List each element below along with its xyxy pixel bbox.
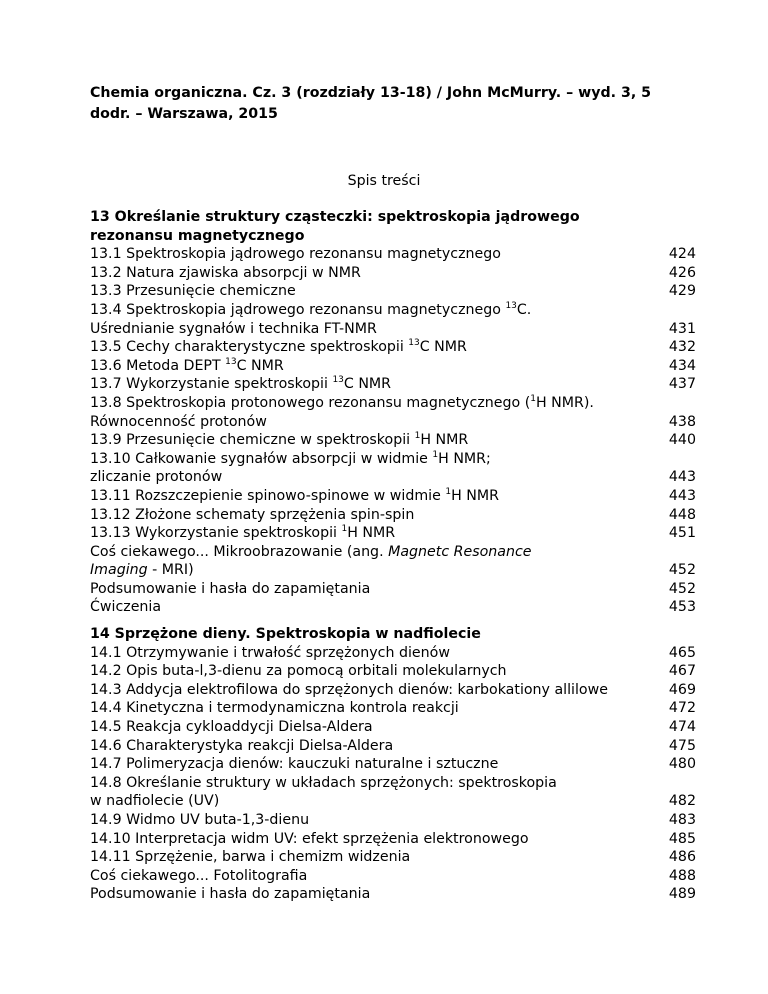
toc-page-number: 424 xyxy=(668,246,696,263)
toc-entry-text: C NMR xyxy=(343,376,392,393)
toc-entry xyxy=(90,830,696,849)
toc-entry-text: Coś ciekawego... Fotolitografia xyxy=(90,867,308,884)
isotope-superscript: 1 xyxy=(414,431,421,442)
toc-entry xyxy=(90,885,696,904)
isotope-superscript: 1 xyxy=(432,449,439,460)
toc-entry-cont xyxy=(90,413,696,432)
isotope-superscript: 1 xyxy=(341,524,348,535)
chapter-heading: 14 Sprzężone dieny. Spektroskopia w nadfiolecie xyxy=(90,626,481,642)
toc-entry xyxy=(90,450,696,469)
toc-entry-text: 13.13 Wykorzystanie spektroskopii xyxy=(90,525,342,542)
toc-page-number: 432 xyxy=(668,339,696,356)
toc-page-number: 429 xyxy=(668,283,696,300)
toc-entry-text: Coś ciekawego... Mikroobrazowanie (ang. xyxy=(90,543,389,560)
toc-entry xyxy=(90,662,696,681)
toc-entry-text: 14.10 Interpretacja widm UV: efekt sprzężenia elektronowego xyxy=(90,830,529,847)
toc-entry-cont xyxy=(90,468,696,487)
toc-entry-text: C NMR xyxy=(236,357,284,374)
toc-entry-text: 13.6 Metoda DEPT xyxy=(90,357,226,374)
toc-entry xyxy=(90,357,696,376)
toc-entry-text: 13.2 Natura zjawiska absorpcji w NMR xyxy=(90,264,361,281)
toc-entry-italic: Magnetc Resonance xyxy=(388,543,532,560)
toc-entry-text: C NMR xyxy=(419,339,467,356)
toc-page-number: 472 xyxy=(668,700,696,717)
toc-page-number: 483 xyxy=(668,811,696,828)
toc-entry xyxy=(90,394,696,413)
toc-entry-cont xyxy=(90,320,696,339)
toc-entry xyxy=(90,644,696,663)
toc-entry-text: w nadfiolecie (UV) xyxy=(90,793,220,810)
toc-entry-text: 14.11 Sprzężenie, barwa i chemizm widzenia xyxy=(90,849,411,866)
toc-entry-text: 14.4 Kinetyczna i termodynamiczna kontrola reakcji xyxy=(90,700,459,717)
isotope-superscript: 13 xyxy=(225,356,237,367)
isotope-superscript: 1 xyxy=(445,486,452,497)
toc-entry-text: H NMR). xyxy=(535,394,594,411)
toc-entry-text: 14.8 Określanie struktury w układach sprzężonych: spektroskopia xyxy=(90,774,557,791)
toc-page-number: 448 xyxy=(668,506,696,523)
toc-entry-text: H NMR; xyxy=(438,450,491,467)
toc-entry-text: zliczanie protonów xyxy=(90,469,223,486)
toc-page-number: 475 xyxy=(668,737,696,754)
toc-entry-text: 13.10 Całkowanie sygnałów absorpcji w widmie xyxy=(90,450,433,467)
toc-entry-text: 13.9 Przesunięcie chemiczne w spektroskopii xyxy=(90,432,415,449)
toc-entry-text: H NMR xyxy=(420,432,469,449)
toc-entry-text: 14.3 Addycja elektrofilowa do sprzężonych dienów: karbokationy allilowe xyxy=(90,681,608,698)
toc-page-number: 437 xyxy=(668,376,696,393)
toc-page-number: 465 xyxy=(668,644,696,661)
toc-entry-text: - MRI) xyxy=(147,562,194,579)
toc-page-number: 488 xyxy=(668,867,696,884)
toc-page-number: 467 xyxy=(668,663,696,680)
toc-page-number: 453 xyxy=(668,599,696,616)
toc-entry-text: Podsumowanie i hasła do zapamiętania xyxy=(90,580,371,597)
toc-entry-cont xyxy=(90,561,696,580)
toc-page-number: 443 xyxy=(668,487,696,504)
toc-entry-text: H NMR xyxy=(347,525,396,542)
toc-page-number: 443 xyxy=(668,469,696,486)
toc-entry-text: 13.11 Rozszczepienie spinowo-spinowe w widmie xyxy=(90,487,446,504)
toc-entry xyxy=(90,338,696,357)
toc-entry xyxy=(90,774,696,793)
toc-entry xyxy=(90,282,696,301)
toc-entry xyxy=(90,301,696,320)
toc-entry-text: 13.1 Spektroskopia jądrowego rezonansu magnetycznego xyxy=(90,246,501,263)
isotope-superscript: 13 xyxy=(408,338,420,349)
toc-page-number: 451 xyxy=(668,525,696,542)
toc-entry xyxy=(90,681,696,700)
chapter-heading-cont: rezonansu magnetycznego xyxy=(90,227,305,244)
toc-entry-text: 14.7 Polimeryzacja dienów: kauczuki naturalne i sztuczne xyxy=(90,756,499,773)
toc-entry-text: 14.9 Widmo UV buta-1,3-dienu xyxy=(90,811,310,828)
toc-entry xyxy=(90,375,696,394)
isotope-superscript: 13 xyxy=(505,300,517,311)
toc-page-number: 440 xyxy=(668,432,696,449)
isotope-superscript: 13 xyxy=(332,375,344,386)
toc-entry xyxy=(90,487,696,506)
toc-entry xyxy=(90,598,696,617)
toc-entry xyxy=(90,811,696,830)
toc-page-number: 469 xyxy=(668,681,696,698)
toc-entry xyxy=(90,718,696,737)
document-subtitle: Spis treści xyxy=(347,173,421,189)
toc-page-number: 438 xyxy=(668,413,696,430)
toc-entry-text: Ćwiczenia xyxy=(90,599,162,616)
toc-page-number: 452 xyxy=(668,562,696,579)
toc-entry xyxy=(90,245,696,264)
toc-entry-text: 13.5 Cechy charakterystyczne spektroskopii xyxy=(90,339,409,356)
chapter-heading: 13 Określanie struktury cząsteczki: spektroskopia jądrowego xyxy=(90,209,580,225)
toc-chapter-14 xyxy=(90,625,696,904)
document-title: Chemia organiczna. Cz. 3 (rozdziały 13-18) / John McMurry. – wyd. 3, 5 dodr. – Warszawa, 2015 xyxy=(90,85,652,122)
toc-entry xyxy=(90,737,696,756)
toc-chapter-13 xyxy=(90,208,696,617)
toc-entry-text: 13.3 Przesunięcie chemiczne xyxy=(90,283,296,300)
toc-page-number: 426 xyxy=(668,264,696,281)
toc-entry xyxy=(90,755,696,774)
toc-page-number: 486 xyxy=(668,849,696,866)
toc-page-number: 480 xyxy=(668,756,696,773)
toc-page-number: 474 xyxy=(668,718,696,735)
toc-entry-text: C. xyxy=(516,301,532,318)
toc-entry-cont xyxy=(90,792,696,811)
toc-entry-text: 13.4 Spektroskopia jądrowego rezonansu magnetycznego xyxy=(90,301,506,318)
toc-entry-italic: Imaging xyxy=(90,562,148,579)
toc-entry-text: Podsumowanie i hasła do zapamiętania xyxy=(90,886,371,903)
toc-page-number: 431 xyxy=(668,320,696,337)
toc-entry xyxy=(90,867,696,886)
toc-entry xyxy=(90,699,696,718)
toc-entry xyxy=(90,580,696,599)
toc-entry xyxy=(90,264,696,283)
toc-page-number: 434 xyxy=(668,357,696,374)
toc-entry-text: 14.6 Charakterystyka reakcji Dielsa-Aldera xyxy=(90,737,394,754)
toc-page-number: 485 xyxy=(668,830,696,847)
toc-entry xyxy=(90,524,696,543)
toc-entry xyxy=(90,543,696,562)
toc-page-number: 452 xyxy=(668,580,696,597)
toc-entry-text: 13.8 Spektroskopia protonowego rezonansu magnetycznego ( xyxy=(90,394,531,411)
toc-entry-text: 14.1 Otrzymywanie i trwałość sprzężonych dienów xyxy=(90,644,450,661)
isotope-superscript: 1 xyxy=(530,393,536,404)
toc-entry xyxy=(90,506,696,525)
toc-entry-text: 13.7 Wykorzystanie spektroskopii xyxy=(90,376,333,393)
toc-entry-text: H NMR xyxy=(451,487,499,504)
toc-entry-text: 13.12 Złożone schematy sprzężenia spin-spin xyxy=(90,506,415,523)
toc-entry-text: 14.2 Opis buta-l,3-dienu za pomocą orbitali molekularnych xyxy=(90,663,507,680)
toc-entry-text: Uśrednianie sygnałów i technika FT-NMR xyxy=(90,320,377,337)
toc-entry xyxy=(90,848,696,867)
toc-entry-text: 14.5 Reakcja cykloaddycji Dielsa-Aldera xyxy=(90,718,373,735)
toc-page-number: 482 xyxy=(668,793,696,810)
toc-entry-text: Równocenność protonów xyxy=(90,413,267,430)
toc-entry xyxy=(90,431,696,450)
toc-page-number: 489 xyxy=(668,886,696,903)
